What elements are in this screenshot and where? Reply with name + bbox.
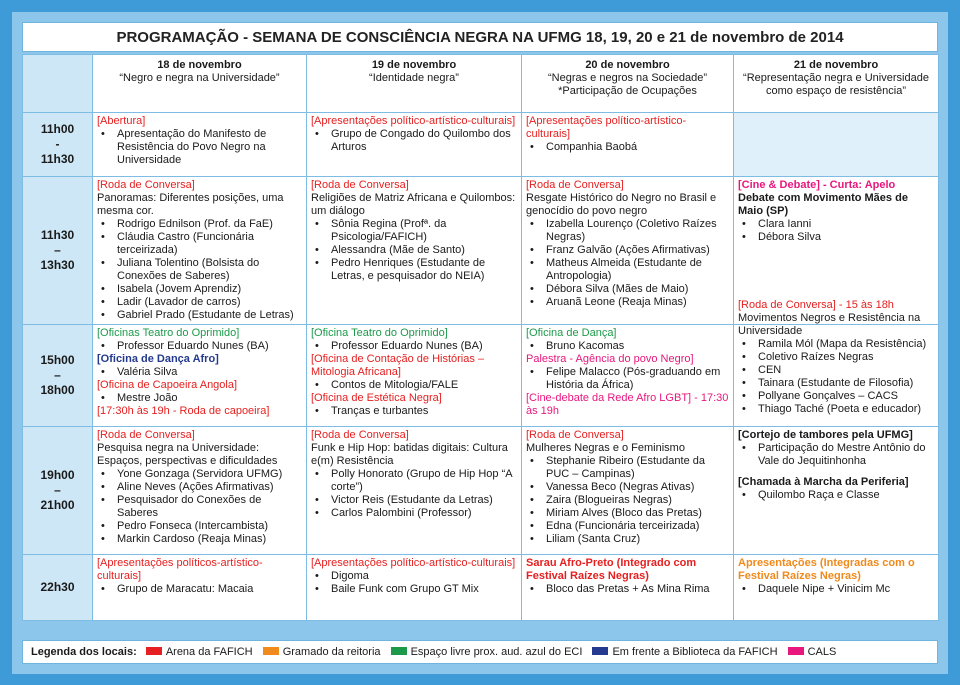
text-label: Sarau Afro-Preto (Integrado com Festival Raízes Negras)	[526, 557, 697, 582]
event-cell	[307, 427, 522, 555]
list-item: • Felipe Malacco (Pós-graduando em História da África)	[526, 366, 729, 392]
swatch-orange	[263, 647, 279, 655]
text-label: [Cine-debate da Rede Afro LGBT] - 17:30 às 19h	[526, 392, 729, 417]
locations-legend	[22, 640, 938, 664]
text-label: [Abertura]	[97, 115, 146, 127]
list-item: • Alessandra (Mãe de Santo)	[311, 244, 517, 257]
text-label: Espaço livre prox. aud. azul do ECI	[410, 646, 583, 658]
legend-title: Legenda dos locais:	[31, 646, 137, 658]
schedule-frame	[12, 12, 948, 674]
text-label: 21h00	[40, 498, 75, 512]
list-item: • Professor Eduardo Nunes (BA)	[97, 340, 302, 353]
list-item: • Pollyane Gonçalves – CACS	[738, 390, 934, 403]
list-item: • Cláudia Castro (Funcionária terceirizada)	[97, 231, 302, 257]
text-label: 19 de novembro	[371, 59, 457, 71]
list-item: • Daquele Nipe + Vinicim Mc	[738, 583, 934, 596]
text-label: [Roda de Conversa]	[311, 429, 409, 441]
text-label: [Oficina de Contação de Histórias – Mitologia Africana]	[311, 353, 485, 378]
text-label: 21 de novembro	[793, 59, 879, 71]
text-label: 20 de novembro	[585, 59, 670, 71]
event-cell	[522, 325, 734, 427]
list-item: • Pesquisador do Conexões de Saberes	[97, 494, 302, 520]
text-label: 19h00	[40, 468, 75, 482]
list-item: • Vanessa Beco (Negras Ativas)	[526, 481, 729, 494]
text-label: como espaço de resistência”	[765, 85, 906, 97]
time-slot-1100	[23, 113, 93, 177]
text-label: Pesquisa negra na Universidade: Espaços, perspectivas e dificuldades	[97, 442, 278, 467]
list-item: • Grupo de Maracatu: Macaia	[97, 583, 302, 596]
list-item: • Quilombo Raça e Classe	[738, 489, 934, 502]
text-label: Palestra - Agência do povo Negro]	[526, 353, 694, 365]
legend-item	[788, 641, 837, 663]
list-item: • Débora Silva (Mães de Maio)	[526, 283, 729, 296]
legend-item	[263, 641, 381, 663]
time-slot-2230	[23, 555, 93, 621]
list-item: • Sônia Regina (Profª. da Psicologia/FAFICH)	[311, 218, 517, 244]
event-cell	[734, 555, 939, 621]
list-item: • Pedro Fonseca (Intercambista)	[97, 520, 302, 533]
text-label: -	[55, 137, 60, 151]
text-label: CALS	[807, 646, 837, 658]
schedule-table	[22, 54, 939, 621]
legend-item	[592, 641, 777, 663]
swatch-red	[146, 647, 162, 655]
list-item: • Bruno Kacomas	[526, 340, 729, 353]
event-cell	[734, 299, 939, 427]
time-slot-1500	[23, 325, 93, 427]
text-label: [Oficina de Dança Afro]	[97, 353, 219, 365]
text-label: 18h00	[40, 383, 75, 397]
text-label: [Roda de Conversa]	[526, 429, 624, 441]
text-label: –	[54, 483, 61, 497]
text-label: [Roda de Conversa]	[97, 429, 195, 441]
list-item: • Isabela (Jovem Aprendiz)	[97, 283, 302, 296]
list-item: • Rodrigo Ednilson (Prof. da FaE)	[97, 218, 302, 231]
list-item: • Miriam Alves (Bloco das Pretas)	[526, 507, 729, 520]
text-label: [Oficina de Dança]	[526, 327, 617, 339]
text-label: [Cine & Debate] - Curta: Apelo	[738, 179, 896, 191]
list-item: • Thiago Taché (Poeta e educador)	[738, 403, 934, 416]
page-title: PROGRAMAÇÃO - SEMANA DE CONSCIÊNCIA NEGRA NA UFMG 18, 19, 20 e 21 de novembro de 2014	[22, 22, 938, 52]
text-label: Religiões de Matriz Africana e Quilombos: um diálogo	[311, 192, 516, 217]
text-label: 15h00	[40, 353, 75, 367]
list-item: • Gabriel Prado (Estudante de Letras)	[97, 309, 302, 322]
day-header-19	[307, 55, 522, 113]
time-slot-1130	[23, 177, 93, 325]
text-label: –	[54, 368, 61, 382]
list-item: • Participação do Mestre Antônio do Vale do Jequitinhonha	[738, 442, 934, 468]
text-label: Debate com Movimento Mães de Maio (SP)	[738, 192, 908, 217]
list-item: • Clara Ianni	[738, 218, 934, 231]
text-label: Em frente a Biblioteca da FAFICH	[612, 646, 778, 658]
text-label: [Roda de Conversa] - 15 às 18h	[738, 299, 894, 311]
list-item: • Ramila Mól (Mapa da Resistência)	[738, 338, 934, 351]
text-label: [Apresentações político-artístico-culturais]	[311, 115, 516, 127]
text-label: Panoramas: Diferentes posições, uma mesma cor.	[97, 192, 284, 217]
day-header-20	[522, 55, 734, 113]
list-item: • Matheus Almeida (Estudante de Antropologia)	[526, 257, 729, 283]
text-label: [Oficina de Capoeira Angola]	[97, 379, 238, 391]
event-cell	[522, 113, 734, 177]
text-label: “Negras e negros na Sociedade”	[548, 72, 707, 84]
list-item: • Liliam (Santa Cruz)	[526, 533, 729, 546]
list-item: • Contos de Mitologia/FALE	[311, 379, 517, 392]
day-header-21	[734, 55, 939, 113]
text-label: “Negro e negra na Universidade”	[119, 72, 280, 84]
event-cell	[734, 427, 939, 555]
text-label: [Roda de Conversa]	[311, 179, 409, 191]
list-item: • Apresentação do Manifesto de Resistência do Povo Negro na Universidade	[97, 128, 302, 167]
time-slot-1900	[23, 427, 93, 555]
text-label: 11h30	[40, 152, 75, 166]
list-item: • Professor Eduardo Nunes (BA)	[311, 340, 517, 353]
text-label: Movimentos Negros e Resistência na Universidade	[738, 312, 921, 337]
list-item: • Companhia Baobá	[526, 141, 729, 154]
list-item: • Aruanã Leone (Reaja Minas)	[526, 296, 729, 309]
event-cell	[307, 177, 522, 325]
text-label: [Cortejo de tambores pela UFMG]	[738, 429, 913, 441]
text-label: [Chamada à Marcha da Periferia]	[738, 476, 909, 488]
text-label: [Oficinas Teatro do Oprimido]	[97, 327, 240, 339]
text-label: Apresentações (Integradas com o Festival Raízes Negras)	[738, 557, 915, 582]
empty-cell	[734, 113, 939, 177]
event-cell	[307, 113, 522, 177]
swatch-pink	[788, 647, 804, 655]
list-item: • Franz Galvão (Ações Afirmativas)	[526, 244, 729, 257]
text-label: Funk e Hip Hop: batidas digitais: Cultura e(m) Resistência	[311, 442, 508, 467]
list-item: • Digoma	[311, 570, 517, 583]
corner-cell	[23, 55, 93, 113]
swatch-green	[391, 647, 407, 655]
list-item: • Edna (Funcionária terceirizada)	[526, 520, 729, 533]
legend-item	[391, 641, 583, 663]
day-header-18	[93, 55, 307, 113]
text-label: Mulheres Negras e o Feminismo	[526, 442, 685, 454]
list-item: • CEN	[738, 364, 934, 377]
text-label: Resgate Histórico do Negro no Brasil e genocídio do povo negro	[526, 192, 717, 217]
event-cell	[93, 113, 307, 177]
event-cell	[93, 325, 307, 427]
list-item: • Yone Gonzaga (Servidora UFMG)	[97, 468, 302, 481]
list-item: • Stephanie Ribeiro (Estudante da PUC – Campinas)	[526, 455, 729, 481]
list-item: • Coletivo Raízes Negras	[738, 351, 934, 364]
text-label: [Oficina de Estética Negra]	[311, 392, 442, 404]
list-item: • Valéria Silva	[97, 366, 302, 379]
list-item: • Juliana Tolentino (Bolsista do Conexões de Saberes)	[97, 257, 302, 283]
text-label: –	[54, 243, 61, 257]
text-label: 22h30	[40, 580, 75, 594]
list-item: • Tranças e turbantes	[311, 405, 517, 418]
text-label: 13h30	[40, 258, 75, 272]
text-label: 11h30	[40, 228, 75, 242]
list-item: • Grupo de Congado do Quilombo dos Arturos	[311, 128, 517, 154]
text-label: 18 de novembro	[157, 59, 242, 71]
list-item: • Débora Silva	[738, 231, 934, 244]
list-item: • Zaira (Blogueiras Negras)	[526, 494, 729, 507]
list-item: • Baile Funk com Grupo GT Mix	[311, 583, 517, 596]
list-item: • Carlos Palombini (Professor)	[311, 507, 517, 520]
list-item: • Markin Cardoso (Reaja Minas)	[97, 533, 302, 546]
text-label: “Representação negra e Universidade	[743, 72, 929, 84]
list-item: • Bloco das Pretas + As Mina Rima	[526, 583, 729, 596]
list-item: • Polly Honorato (Grupo de Hip Hop “A corte”)	[311, 468, 517, 494]
text-label: [17:30h às 19h - Roda de capoeira]	[97, 405, 270, 417]
list-item: • Izabella Lourenço (Coletivo Raízes Negras)	[526, 218, 729, 244]
list-item: • Aline Neves (Ações Afirmativas)	[97, 481, 302, 494]
event-cell	[307, 555, 522, 621]
text-label: [Apresentações políticos-artístico-culturais]	[97, 557, 263, 582]
text-label: [Roda de Conversa]	[97, 179, 195, 191]
text-label: [Apresentações político-artístico-culturais]	[526, 115, 687, 140]
event-cell	[93, 555, 307, 621]
event-cell	[522, 427, 734, 555]
list-item: • Victor Reis (Estudante da Letras)	[311, 494, 517, 507]
text-label: “Identidade negra”	[369, 72, 459, 84]
event-cell	[307, 325, 522, 427]
event-cell	[522, 177, 734, 325]
list-item: • Pedro Henriques (Estudante de Letras, e pesquisador do NEIA)	[311, 257, 517, 283]
text-label: [Oficina Teatro do Oprimido]	[311, 327, 448, 339]
text-label: 11h00	[40, 122, 75, 136]
event-cell	[522, 555, 734, 621]
event-cell	[93, 177, 307, 325]
list-item: • Mestre João	[97, 392, 302, 405]
text-label: Gramado da reitoria	[282, 646, 381, 658]
list-item: • Tainara (Estudante de Filosofia)	[738, 377, 934, 390]
text-label: Arena da FAFICH	[165, 646, 253, 658]
text-label: [Apresentações político-artístico-culturais]	[311, 557, 516, 569]
text-label: *Participação de Ocupações	[558, 85, 697, 97]
event-cell	[93, 427, 307, 555]
list-item: • Ladir (Lavador de carros)	[97, 296, 302, 309]
swatch-navy	[592, 647, 608, 655]
text-label: [Roda de Conversa]	[526, 179, 624, 191]
legend-item	[146, 641, 253, 663]
